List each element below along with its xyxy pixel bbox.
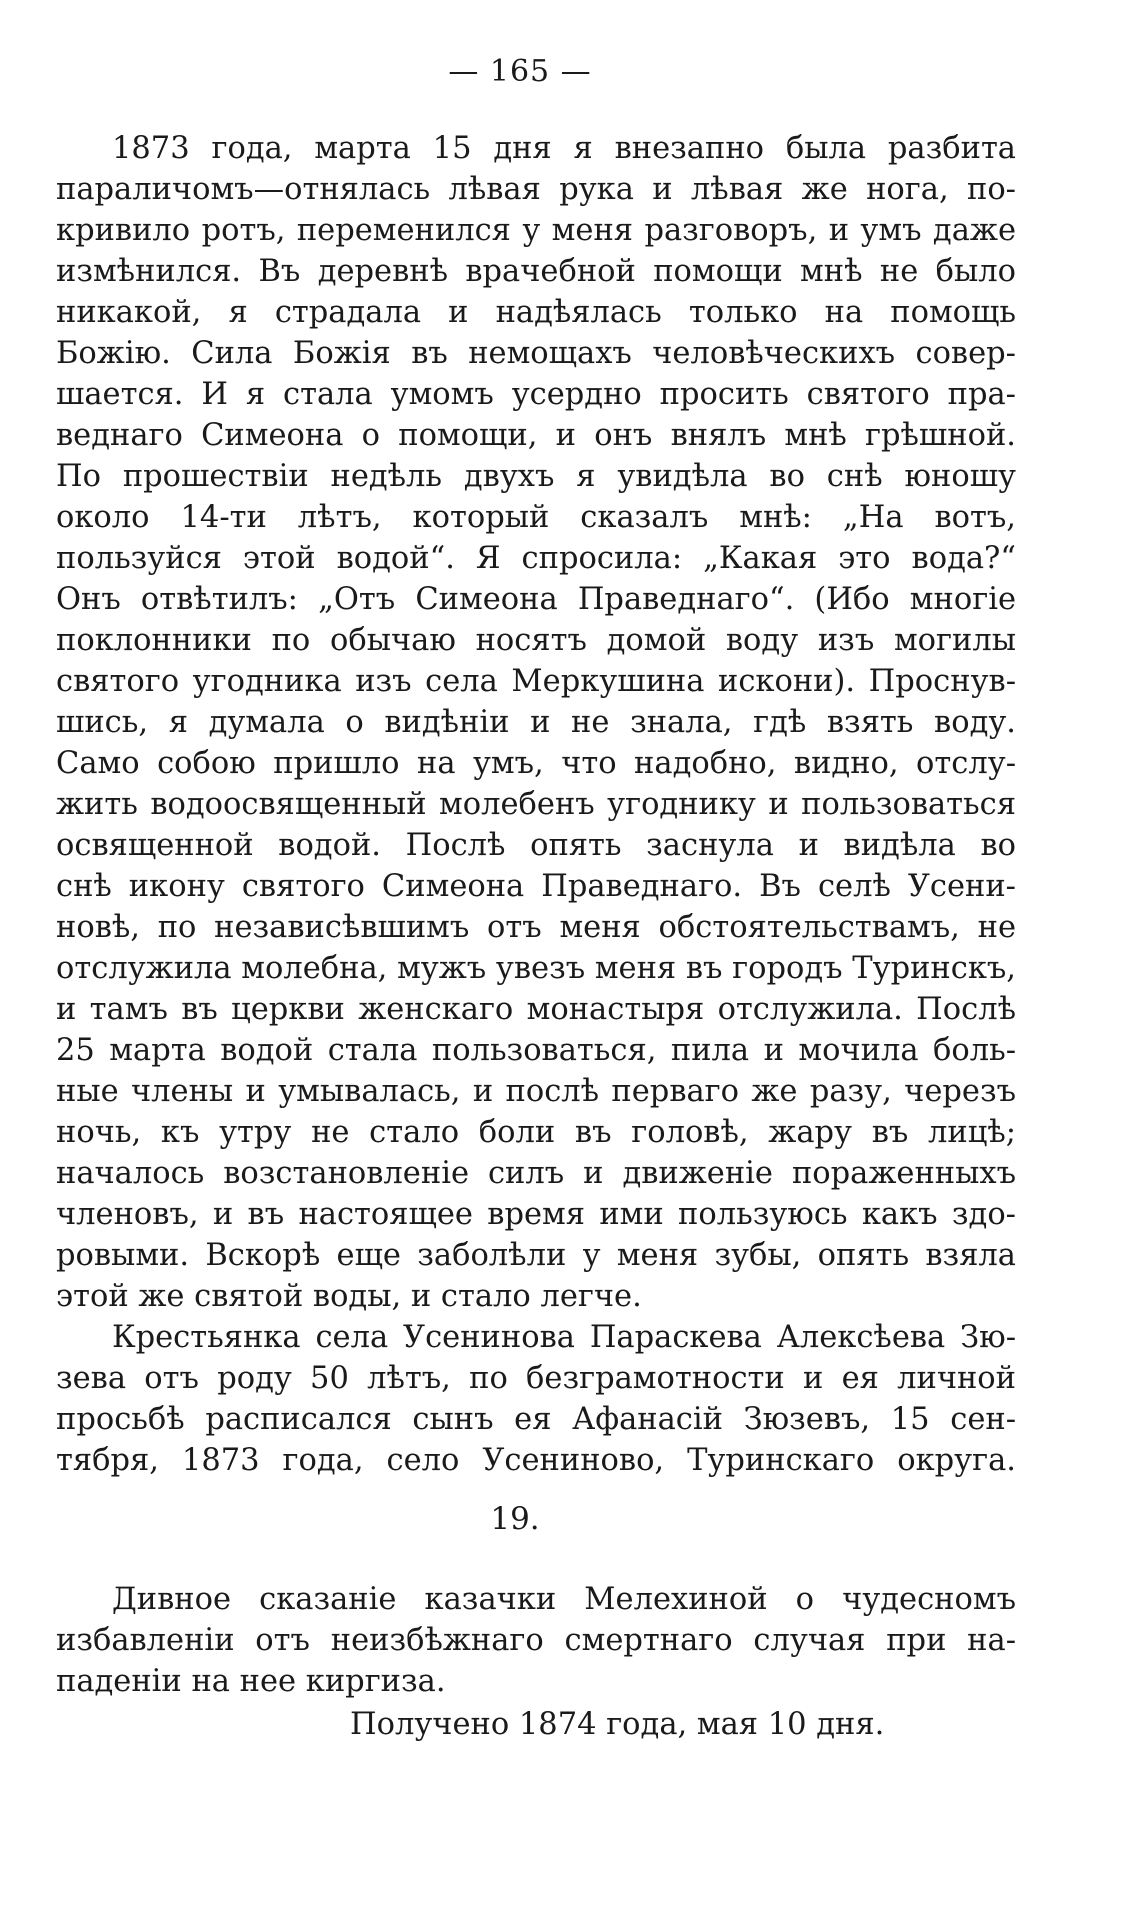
text-line: Само собою пришло на умъ, что надобно, видно, отслу- [56,746,1016,781]
text-line: около 14-ти лѣтъ, который сказалъ мнѣ: „На вотъ, [56,500,1016,535]
text-line: отслужила молебна, мужъ увезъ меня въ городъ Туринскъ, [56,951,1016,986]
paragraph-signature [56,1317,1016,1481]
text-line: и тамъ въ церкви женскаго монастыря отслужила. Послѣ [56,992,1016,1027]
text-line: измѣнился. Въ деревнѣ врачебной помощи мнѣ не было [56,254,1016,289]
text-line: жить водоосвященный молебенъ угоднику и пользоваться [56,787,1016,822]
text-line: Божiю. Сила Божiя въ немощахъ человѣческихъ совер- [56,336,1016,371]
text-line: параличомъ—отнялась лѣвая рука и лѣвая же нога, по- [56,172,1016,207]
text-line: освященной водой. Послѣ опять заснула и видѣла во [56,828,1016,863]
text-line: веднаго Симеона о помощи, и онъ внялъ мнѣ грѣшной. [56,418,1016,453]
text-line: шается. И я стала умомъ усердно просить святого пра- [56,377,1016,412]
text-line: этой же святой воды, и стало легче. [56,1279,642,1314]
text-line: поклонники по обычаю носятъ домой воду изъ могилы [56,623,1016,658]
text-line: снѣ икону святого Симеона Праведнаго. Въ селѣ Усени- [56,869,1016,904]
text-line: святого угодника изъ села Меркушина искони). Проснув- [56,664,1016,699]
text-line: никакой, я страдала и надѣялась только на помощь [56,295,1016,330]
text-line: Дивное сказанiе казачки Мелехиной о чудесномъ [112,1582,1016,1617]
text-line: началось возстановленiе силъ и движенiе пораженныхъ [56,1156,1016,1191]
paragraph-testimony [56,128,1016,1317]
text-line: просьбѣ расписался сынъ ея Афанасiй Зюзевъ, 15 сен- [56,1402,1016,1437]
text-line: ночь, къ утру не стало боли въ головѣ, жару въ лицѣ; [56,1115,1016,1150]
received-date-note: Получено 1874 года, мая 10 дня. [350,1707,885,1742]
text-line: Крестьянка села Усенинова Параскева Алексѣева Зю- [112,1320,1016,1355]
text-line: Онъ отвѣтилъ: „Отъ Симеона Праведнаго“. (Ибо многiе [56,582,1016,617]
text-line: членовъ, и въ настоящее время ими пользуюсь какъ здо- [56,1197,1016,1232]
text-line: тября, 1873 года, село Усениново, Туринскаго округа. [56,1443,1016,1478]
text-line: По прошествiи недѣль двухъ я увидѣла во снѣ юношу [56,459,1016,494]
text-line: 25 марта водой стала пользоваться, пила и мочила боль- [56,1033,1016,1068]
text-line: избавленiи отъ неизбѣжнаго смертнаго случая при на- [56,1623,1016,1658]
text-line: кривило ротъ, переменился у меня разговоръ, и умъ даже [56,213,1016,248]
page-number: — 165 — [448,54,592,89]
text-line: ные члены и умывалась, и послѣ перваго же разу, черезъ [56,1074,1016,1109]
text-line: шись, я думала о видѣнiи и не знала, гдѣ взять воду. [56,705,1016,740]
text-line: ровыми. Вскорѣ еще заболѣли у меня зубы, опять взяла [56,1238,1016,1273]
text-line: пользуйся этой водой“. Я спросила: „Какая это вода?“ [56,541,1016,576]
text-line: 1873 года, марта 15 дня я внезапно была разбита [112,131,1016,166]
section-title [56,1579,1016,1702]
text-line: новѣ, по независѣвшимъ отъ меня обстоятельствамъ, не [56,910,1016,945]
text-line: паденiи на нее киргиза. [56,1664,446,1699]
text-line: зева отъ роду 50 лѣтъ, по безграмотности и ея личной [56,1361,1016,1396]
section-number: 19. [490,1501,540,1537]
